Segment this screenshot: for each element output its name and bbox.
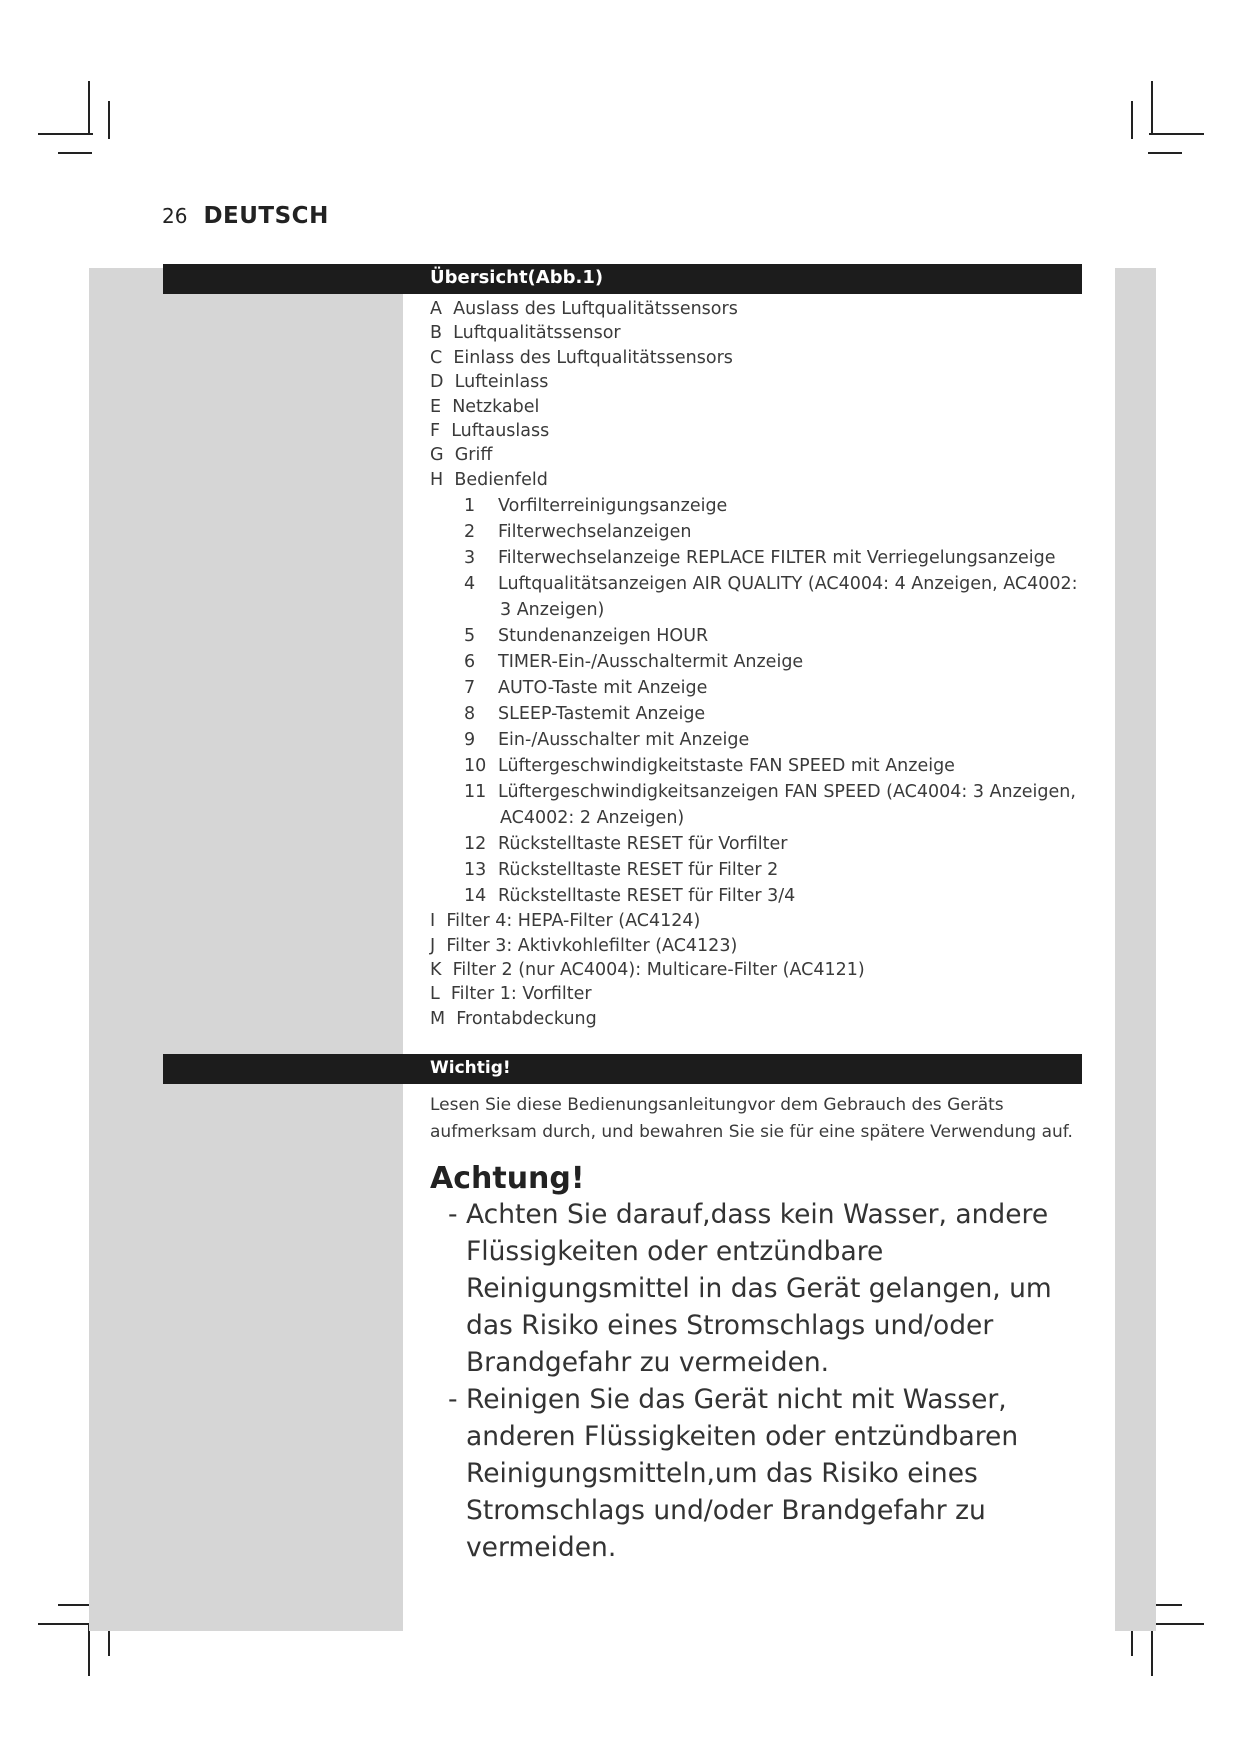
page-header xyxy=(162,203,329,229)
list-item: K Filter 2 (nur AC4004): Multicare-Filter (AC4121) xyxy=(430,959,865,980)
control-panel-sublist xyxy=(430,492,1080,909)
crop-mark xyxy=(108,101,110,139)
list-item: M Frontabdeckung xyxy=(430,1008,597,1029)
sub-list-item: 10 Lüftergeschwindigkeitstaste FAN SPEED mit Anzeige xyxy=(464,756,955,777)
part-list-continued xyxy=(430,909,1080,1031)
list-item: J Filter 3: Aktivkohlefilter (AC4123) xyxy=(430,935,738,956)
right-margin-panel xyxy=(1115,268,1156,1631)
sub-list-item: 12 Rückstelltaste RESET für Vorfilter xyxy=(464,834,788,855)
crop-mark xyxy=(58,152,92,154)
list-item: A Auslass des Luftqualitätssensors xyxy=(430,299,738,319)
sub-list-item: 9 Ein-/Ausschalter mit Anzeige xyxy=(464,730,750,751)
language-title: DEUTSCH xyxy=(203,203,329,229)
sub-list-item: 1 Vorfilterreinigungsanzeige xyxy=(464,496,728,517)
dash-bullet: - xyxy=(448,1384,458,1415)
sub-list-item: 2 Filterwechselanzeigen xyxy=(464,522,692,543)
sub-list-item: 7 AUTO-Taste mit Anzeige xyxy=(464,678,708,699)
list-item: L Filter 1: Vorfilter xyxy=(430,984,592,1005)
warning-title: Achtung! xyxy=(430,1161,585,1196)
important-header-bar xyxy=(163,1054,1082,1084)
crop-mark xyxy=(1148,152,1182,154)
sub-list-item: 14 Rückstelltaste RESET für Filter 3/4 xyxy=(464,886,796,907)
crop-mark xyxy=(1131,101,1133,139)
crop-mark xyxy=(38,1623,93,1625)
warning-list xyxy=(448,1196,1088,1566)
list-item: D Lufteinlass xyxy=(430,372,549,393)
crop-mark xyxy=(1151,81,1153,134)
crop-mark xyxy=(1149,133,1204,135)
left-margin-panel xyxy=(89,268,403,1631)
sub-list-item-continuation: AC4002: 2 Anzeigen) xyxy=(500,808,685,829)
list-item: E Netzkabel xyxy=(430,396,540,417)
crop-mark xyxy=(1149,1623,1204,1625)
list-item: I Filter 4: HEPA-Filter (AC4124) xyxy=(430,911,701,932)
crop-mark xyxy=(88,81,90,134)
list-item: B Luftqualitätssensor xyxy=(430,323,621,344)
sub-list-item: 11 Lüftergeschwindigkeitsanzeigen FAN SPEED (AC4004: 3 Anzeigen, xyxy=(464,782,1076,803)
overview-list xyxy=(430,297,1080,1031)
crop-mark xyxy=(58,1604,92,1606)
sub-list-item: 5 Stundenanzeigen HOUR xyxy=(464,626,709,647)
sub-list-item-continuation: 3 Anzeigen) xyxy=(500,600,605,621)
dash-bullet: - xyxy=(448,1199,458,1230)
page-number: 26 xyxy=(162,204,188,228)
sub-list-item: 8 SLEEP-Tastemit Anzeige xyxy=(464,704,706,725)
crop-mark xyxy=(38,133,93,135)
list-item: H Bedienfeld xyxy=(430,469,548,490)
overview-header-bar xyxy=(163,264,1082,294)
warning-item: - Achten Sie darauf,dass kein Wasser, andere Flüssigkeiten oder entzündbare Reinigungsmittel in das Gerät gelangen, um das Risiko eines Stromschlags und/oder Brandgefahr zu vermeiden. xyxy=(448,1196,1088,1381)
important-text: Lesen Sie diese Bedienungsanleitungvor dem Gebrauch des Geräts aufmerksam durch, und bewahren Sie sie für eine spätere Verwendung auf. xyxy=(430,1095,1073,1142)
overview-title: Übersicht(Abb.1) xyxy=(430,267,604,288)
part-list xyxy=(430,297,1080,492)
sub-list-item: 3 Filterwechselanzeige REPLACE FILTER mit Verriegelungsanzeige xyxy=(464,548,1056,569)
warning-item: - Reinigen Sie das Gerät nicht mit Wasser, anderen Flüssigkeiten oder entzündbaren Reinigungsmitteln,um das Risiko eines Stromschlags und/oder Brandgefahr zu vermeiden. xyxy=(448,1381,1088,1566)
sub-list-item: 4 Luftqualitätsanzeigen AIR QUALITY (AC4004: 4 Anzeigen, AC4002: xyxy=(464,574,1078,595)
list-item: F Luftauslass xyxy=(430,420,550,441)
list-item: C Einlass des Luftqualitätssensors xyxy=(430,347,733,368)
sub-list-item: 13 Rückstelltaste RESET für Filter 2 xyxy=(464,860,779,881)
important-title: Wichtig! xyxy=(430,1058,511,1078)
sub-list-item: 6 TIMER-Ein-/Ausschaltermit Anzeige xyxy=(464,652,804,673)
list-item: G Griff xyxy=(430,445,493,466)
